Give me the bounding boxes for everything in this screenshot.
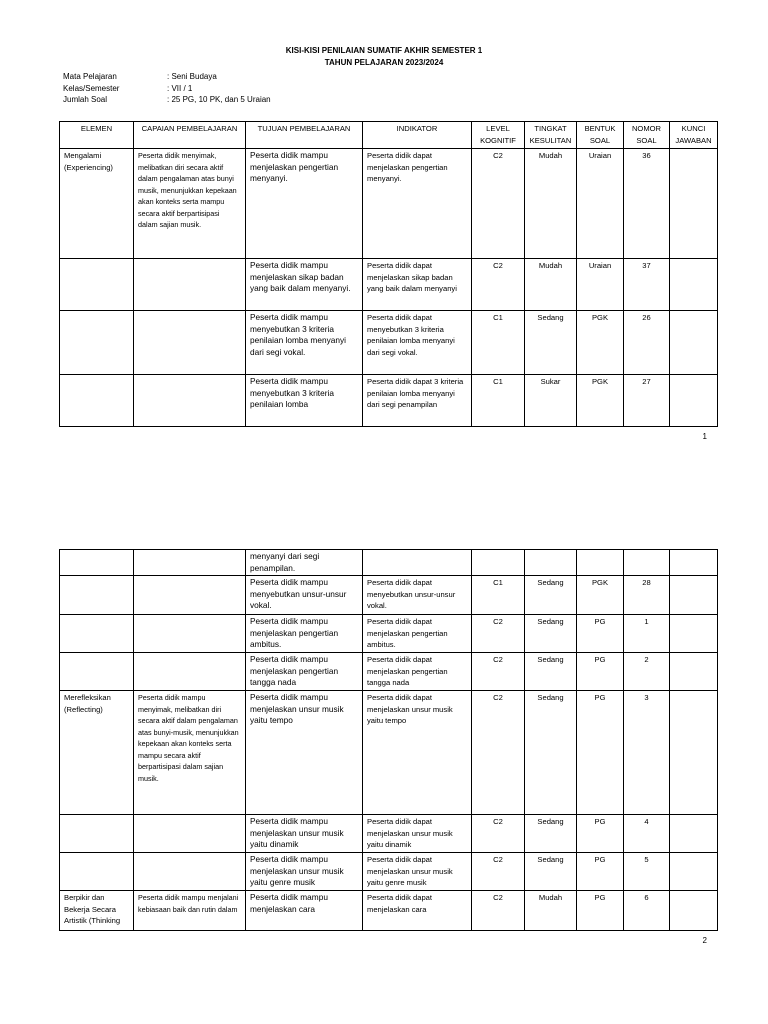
meta-row <box>63 94 271 106</box>
cell-indikator: Peserta didik dapat menjelaskan unsur musik yaitu dinamik <box>363 815 472 853</box>
cell-bentuk: PG <box>577 815 624 853</box>
cell-indikator: Peserta didik dapat menyebutkan 3 kriteria penilaian lomba menyanyi dari segi vokal. <box>363 311 472 375</box>
cell-capaian <box>134 653 246 691</box>
cell-bentuk <box>577 550 624 576</box>
cell-bentuk: PGK <box>577 375 624 427</box>
cell-level: C2 <box>472 891 525 931</box>
meta-value: : VII / 1 <box>167 83 193 93</box>
cell-nomor: 3 <box>624 691 670 815</box>
meta-label: Kelas/Semester <box>63 83 120 93</box>
cell-tingkat: Sukar <box>525 375 577 427</box>
meta-row <box>63 83 271 95</box>
cell-indikator: Peserta didik dapat menjelaskan unsur musik yaitu genre musik <box>363 853 472 891</box>
cell-bentuk: PGK <box>577 311 624 375</box>
cell-level: C2 <box>472 149 525 259</box>
table-row <box>60 259 718 311</box>
cell-bentuk: PGK <box>577 576 624 615</box>
cell-bentuk: Uraian <box>577 149 624 259</box>
cell-bentuk: Uraian <box>577 259 624 311</box>
header-capaian: CAPAIAN PEMBELAJARAN <box>134 122 246 149</box>
cell-elemen <box>60 375 134 427</box>
cell-nomor: 36 <box>624 149 670 259</box>
cell-elemen <box>60 550 134 576</box>
cell-tujuan: Peserta didik mampu menyebutkan unsur-unsur vokal. <box>246 576 363 615</box>
table-row <box>60 615 718 653</box>
cell-indikator: Peserta didik dapat menjelaskan pengertian ambitus. <box>363 615 472 653</box>
header-indikator: INDIKATOR <box>363 122 472 149</box>
cell-tingkat: Sedang <box>525 853 577 891</box>
cell-capaian <box>134 311 246 375</box>
cell-bentuk: PG <box>577 615 624 653</box>
header-tujuan: TUJUAN PEMBELAJARAN <box>246 122 363 149</box>
cell-kunci <box>670 375 718 427</box>
cell-kunci <box>670 815 718 853</box>
cell-level: C2 <box>472 815 525 853</box>
table-row <box>60 550 718 576</box>
cell-tingkat: Sedang <box>525 691 577 815</box>
header-kunci: KUNCI JAWABAN <box>670 122 718 149</box>
cell-nomor: 26 <box>624 311 670 375</box>
cell-tujuan: Peserta didik mampu menyebutkan 3 kriteria penilaian lomba menyanyi dari segi vokal. <box>246 311 363 375</box>
cell-tujuan: menyanyi dari segi penampilan. <box>246 550 363 576</box>
assessment-table-page-1 <box>59 121 718 427</box>
cell-elemen <box>60 259 134 311</box>
cell-capaian: Peserta didik mampu menjalani kebiasaan baik dan rutin dalam <box>134 891 246 931</box>
cell-kunci <box>670 550 718 576</box>
cell-nomor: 5 <box>624 853 670 891</box>
page-number: 2 <box>702 936 707 945</box>
cell-kunci <box>670 891 718 931</box>
header-elemen: ELEMEN <box>60 122 134 149</box>
cell-indikator: Peserta didik dapat 3 kriteria penilaian lomba menyanyi dari segi penampilan <box>363 375 472 427</box>
document-meta <box>63 71 271 106</box>
cell-tingkat: Sedang <box>525 615 577 653</box>
table-row <box>60 853 718 891</box>
cell-nomor: 6 <box>624 891 670 931</box>
cell-bentuk: PG <box>577 691 624 815</box>
table-row <box>60 815 718 853</box>
cell-tingkat: Mudah <box>525 891 577 931</box>
cell-elemen: Mengalami (Experiencing) <box>60 149 134 259</box>
table-row <box>60 891 718 931</box>
cell-indikator: Peserta didik dapat menyebutkan unsur-unsur vokal. <box>363 576 472 615</box>
cell-level <box>472 550 525 576</box>
cell-level: C1 <box>472 576 525 615</box>
page-number: 1 <box>702 432 707 441</box>
cell-elemen <box>60 815 134 853</box>
cell-bentuk: PG <box>577 653 624 691</box>
meta-label: Mata Pelajaran <box>63 72 117 81</box>
document-subtitle: TAHUN PELAJARAN 2023/2024 <box>324 58 444 67</box>
cell-tujuan: Peserta didik mampu menyebutkan 3 kriteria penilaian lomba <box>246 375 363 427</box>
cell-tujuan: Peserta didik mampu menjelaskan unsur musik yaitu tempo <box>246 691 363 815</box>
cell-tujuan: Peserta didik mampu menjelaskan sikap badan yang baik dalam menyanyi. <box>246 259 363 311</box>
cell-kunci <box>670 653 718 691</box>
cell-capaian <box>134 853 246 891</box>
cell-tujuan: Peserta didik mampu menjelaskan unsur musik yaitu genre musik <box>246 853 363 891</box>
cell-bentuk: PG <box>577 853 624 891</box>
table-row <box>60 375 718 427</box>
cell-elemen <box>60 576 134 615</box>
cell-level: C2 <box>472 615 525 653</box>
table-row <box>60 311 718 375</box>
meta-value: : Seni Budaya <box>167 72 217 81</box>
cell-tingkat: Sedang <box>525 653 577 691</box>
cell-nomor: 28 <box>624 576 670 615</box>
cell-nomor: 37 <box>624 259 670 311</box>
cell-tujuan: Peserta didik mampu menjelaskan pengertian menyanyi. <box>246 149 363 259</box>
cell-indikator <box>363 550 472 576</box>
meta-label: Jumlah Soal <box>63 95 108 104</box>
cell-kunci <box>670 691 718 815</box>
cell-level: C2 <box>472 259 525 311</box>
cell-kunci <box>670 576 718 615</box>
cell-indikator: Peserta didik dapat menjelaskan unsur musik yaitu tempo <box>363 691 472 815</box>
table-row <box>60 691 718 815</box>
cell-tujuan: Peserta didik mampu menjelaskan unsur musik yaitu dinamik <box>246 815 363 853</box>
cell-capaian <box>134 576 246 615</box>
cell-kunci <box>670 853 718 891</box>
cell-indikator: Peserta didik dapat menjelaskan cara <box>363 891 472 931</box>
cell-bentuk: PG <box>577 891 624 931</box>
cell-level: C2 <box>472 653 525 691</box>
cell-nomor: 2 <box>624 653 670 691</box>
cell-kunci <box>670 149 718 259</box>
table-row <box>60 653 718 691</box>
cell-tujuan: Peserta didik mampu menjelaskan cara <box>246 891 363 931</box>
cell-indikator: Peserta didik dapat menjelaskan sikap badan yang baik dalam menyanyi <box>363 259 472 311</box>
cell-capaian <box>134 259 246 311</box>
meta-row <box>63 71 271 83</box>
cell-kunci <box>670 311 718 375</box>
table-header-row <box>60 122 718 149</box>
cell-kunci <box>670 259 718 311</box>
cell-tingkat: Sedang <box>525 815 577 853</box>
cell-tingkat: Sedang <box>525 311 577 375</box>
cell-elemen: Merefleksikan (Reflecting) <box>60 691 134 815</box>
cell-level: C1 <box>472 311 525 375</box>
cell-elemen <box>60 311 134 375</box>
header-bentuk: BENTUK SOAL <box>577 122 624 149</box>
cell-capaian: Peserta didik menyimak, melibatkan diri secara aktif dalam pengalaman atas bunyi musik, menunjukkan kepekaan akan konteks serta mampu secara aktif berpartisipasi dalam sajian musik. <box>134 149 246 259</box>
cell-nomor: 1 <box>624 615 670 653</box>
cell-tingkat: Mudah <box>525 259 577 311</box>
cell-tingkat <box>525 550 577 576</box>
cell-elemen <box>60 653 134 691</box>
document-title: KISI-KISI PENILAIAN SUMATIF AKHIR SEMESTER 1 <box>285 46 483 55</box>
cell-tujuan: Peserta didik mampu menjelaskan pengertian ambitus. <box>246 615 363 653</box>
cell-capaian <box>134 615 246 653</box>
table-row <box>60 576 718 615</box>
meta-value: : 25 PG, 10 PK, dan 5 Uraian <box>167 95 271 104</box>
cell-level: C2 <box>472 691 525 815</box>
cell-capaian <box>134 550 246 576</box>
cell-level: C2 <box>472 853 525 891</box>
cell-nomor: 4 <box>624 815 670 853</box>
header-level: LEVEL KOGNITIF <box>472 122 525 149</box>
cell-elemen: Berpikir dan Bekerja Secara Artistik (Thinking <box>60 891 134 931</box>
header-nomor: NOMOR SOAL <box>624 122 670 149</box>
table-row <box>60 149 718 259</box>
cell-kunci <box>670 615 718 653</box>
cell-capaian <box>134 375 246 427</box>
cell-capaian: Peserta didik mampu menyimak, melibatkan diri secara aktif dalam pengalaman atas bunyi-musik, menunjukkan kepekaan akan konteks serta mampu secara aktif berpartisipasi dalam sajian musik. <box>134 691 246 815</box>
cell-level: C1 <box>472 375 525 427</box>
cell-indikator: Peserta didik dapat menjelaskan pengertian menyanyi. <box>363 149 472 259</box>
cell-tingkat: Sedang <box>525 576 577 615</box>
cell-tingkat: Mudah <box>525 149 577 259</box>
cell-elemen <box>60 853 134 891</box>
cell-indikator: Peserta didik dapat menjelaskan pengertian tangga nada <box>363 653 472 691</box>
cell-nomor: 27 <box>624 375 670 427</box>
cell-elemen <box>60 615 134 653</box>
cell-tujuan: Peserta didik mampu menjelaskan pengertian tangga nada <box>246 653 363 691</box>
header-tingkat: TINGKAT KESULITAN <box>525 122 577 149</box>
cell-nomor <box>624 550 670 576</box>
assessment-table-page-2 <box>59 549 718 931</box>
cell-capaian <box>134 815 246 853</box>
